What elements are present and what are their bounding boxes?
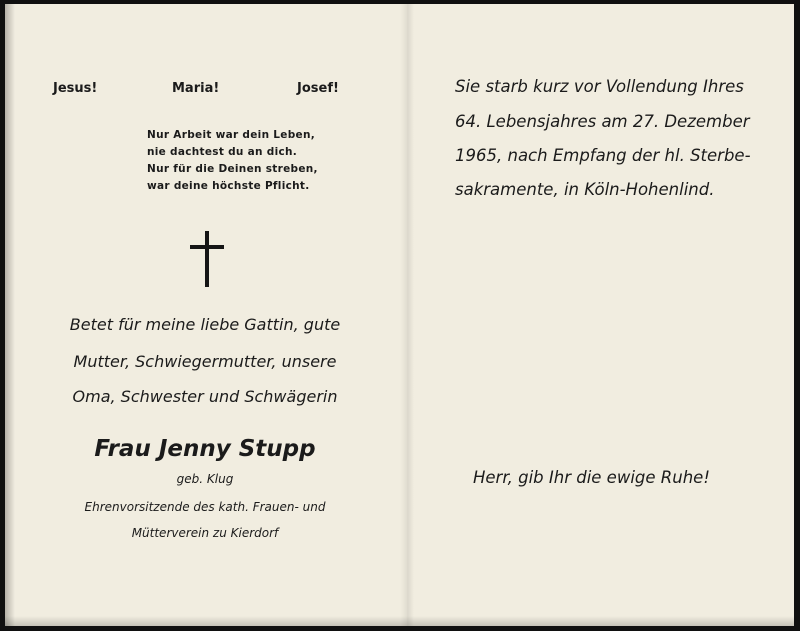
invocation-maria: Maria! [172,81,220,96]
role-line-2: Mütterverein zu Kierdorf [131,526,279,540]
prayer-request-line-3: Oma, Schwester und Schwägerin [72,387,338,406]
death-notice-line-1: Sie starb kurz vor Vollendung Ihres [455,77,744,96]
poem-line-4: war deine höchste Pflicht. [147,180,310,192]
poem-line-3: Nur für die Deinen streben, [147,163,318,175]
poem-line-2: nie dachtest du an dich. [147,146,298,158]
cross-icon [190,231,226,287]
maiden-name: geb. Klug [176,472,234,486]
death-notice-line-3: 1965, nach Empfang der hl. Sterbe- [455,146,751,165]
prayer-request-line-2: Mutter, Schwiegermutter, unsere [73,352,337,371]
poem-line-1: Nur Arbeit war dein Leben, [147,129,316,141]
role-line-1: Ehrenvorsitzende des kath. Frauen- und [84,500,326,514]
death-notice-line-4: sakramente, in Köln-Hohenlind. [455,180,715,199]
invocation-jesus: Jesus! [53,81,98,96]
invocation-josef: Josef! [297,81,339,96]
memorial-card [5,4,794,626]
prayer-request-line-1: Betet für meine liebe Gattin, gute [69,315,341,334]
closing-prayer: Herr, gib Ihr die ewige Ruhe! [473,468,710,487]
deceased-name: Frau Jenny Stupp [94,436,316,462]
death-notice-line-2: 64. Lebensjahres am 27. Dezember [455,112,750,131]
